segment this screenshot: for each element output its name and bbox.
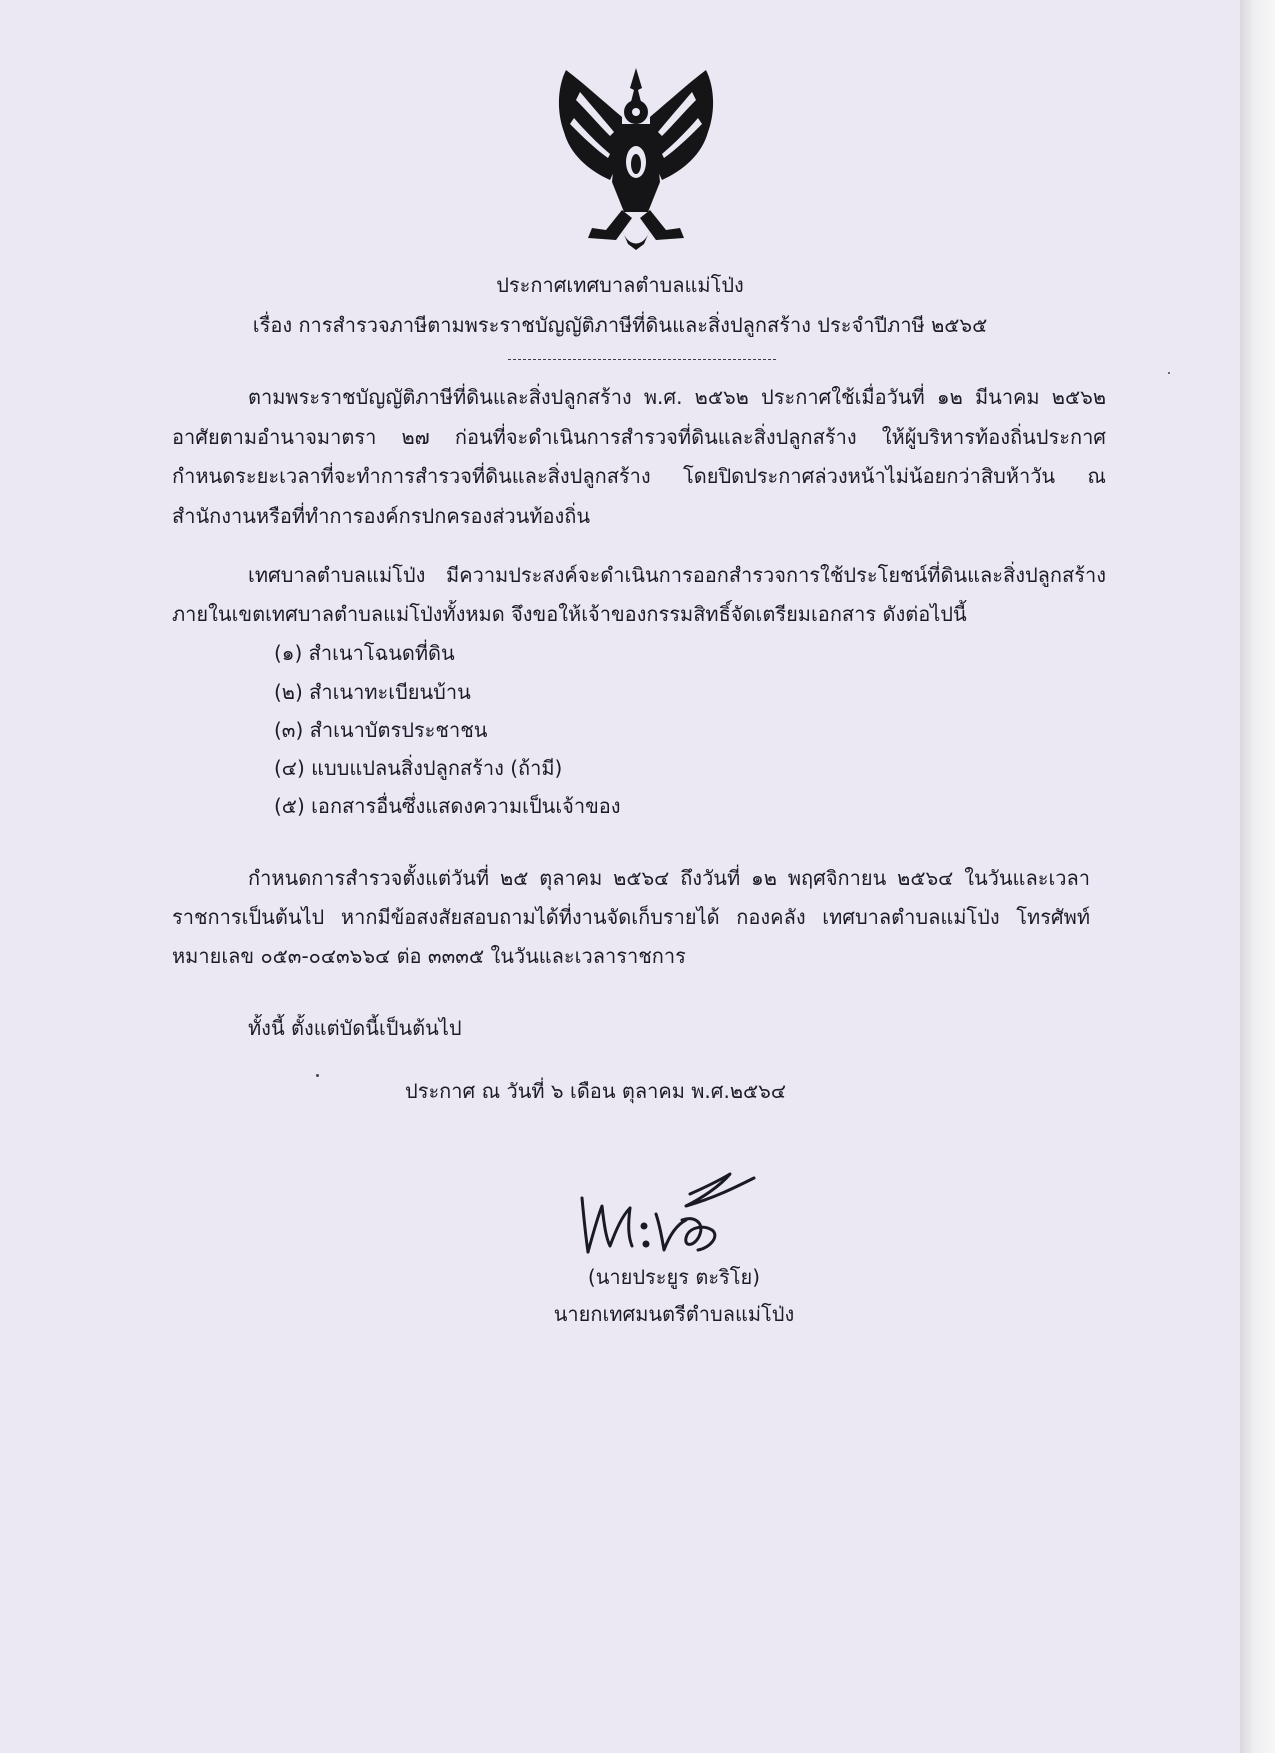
scanner-edge (1240, 0, 1275, 1753)
list-item: (๔) แบบแปลนสิ่งปลูกสร้าง (ถ้ามี) (274, 756, 563, 780)
list-item: (๓) สำเนาบัตรประชาชน (274, 718, 488, 742)
scan-speck (1168, 372, 1170, 374)
para1-line-3: กำหนดระยะเวลาที่จะทำการสำรวจที่ดินและสิ่งปลูกสร้าง โดยปิดประกาศล่วงหน้าไม่น้อยกว่าสิบห้าวัน ณ (172, 464, 1106, 488)
list-item: (๒) สำเนาทะเบียนบ้าน (274, 680, 471, 704)
garuda-emblem-icon (552, 62, 720, 252)
list-item: (๕) เอกสารอื่นซึ่งแสดงความเป็นเจ้าของ (274, 794, 621, 818)
effective-statement: ทั้งนี้ ตั้งแต่บัดนี้เป็นต้นไป (248, 1016, 462, 1040)
para2-line-1: เทศบาลตำบลแม่โป่ง มีความประสงค์จะดำเนินการออกสำรวจการใช้ประโยชน์ที่ดินและสิ่งปลูกสร้าง (248, 563, 1106, 587)
signatory-position: นายกเทศมนตรีตำบลแม่โป่ง (553, 1302, 795, 1326)
para3-line-3: หมายเลข ๐๕๓-๐๔๓๖๖๔ ต่อ ๓๓๓๕ ในวันและเวลาราชการ (172, 944, 686, 968)
para2-line-2: ภายในเขตเทศบาลตำบลแม่โป่งทั้งหมด จึงขอให้เจ้าของกรรมสิทธิ์จัดเตรียมเอกสาร ดังต่อไปนี้ (172, 602, 967, 626)
para1-line-4: สำนักงานหรือที่ทำการองค์กรปกครองส่วนท้องถิ่น (172, 504, 591, 528)
scan-speck (316, 1074, 319, 1077)
para1-line-1: ตามพระราชบัญญัติภาษีที่ดินและสิ่งปลูกสร้าง พ.ศ. ๒๕๖๒ ประกาศใช้เมื่อวันที่ ๑๒ มีนาคม ๒๕๖๒ (248, 385, 1106, 409)
signatory-name: (นายประยูร ตะริโย) (587, 1265, 761, 1289)
document-title: ประกาศเทศบาลตำบลแม่โป่ง (496, 273, 744, 297)
announcement-date: ประกาศ ณ วันที่ ๖ เดือน ตุลาคม พ.ศ.๒๕๖๔ (405, 1079, 786, 1103)
header-divider (508, 359, 776, 360)
para1-line-2: อาศัยตามอำนาจมาตรา ๒๗ ก่อนที่จะดำเนินการสำรวจที่ดินและสิ่งปลูกสร้าง ให้ผู้บริหารท้องถิ่นประกาศ (172, 425, 1106, 449)
document-subject: เรื่อง การสำรวจภาษีตามพระราชบัญญัติภาษีที่ดินและสิ่งปลูกสร้าง ประจำปีภาษี ๒๕๖๕ (252, 313, 988, 337)
signature-image (570, 1150, 770, 1260)
list-item: (๑) สำเนาโฉนดที่ดิน (274, 641, 455, 665)
para3-line-2: ราชการเป็นต้นไป หากมีข้อสงสัยสอบถามได้ที่งานจัดเก็บรายได้ กองคลัง เทศบาลตำบลแม่โป่ง โทรศัพท์ (172, 905, 1090, 929)
para3-line-1: กำหนดการสำรวจตั้งแต่วันที่ ๒๕ ตุลาคม ๒๕๖๔ ถึงวันที่ ๑๒ พฤศจิกายน ๒๕๖๔ ในวันและเวลา (248, 866, 1090, 890)
